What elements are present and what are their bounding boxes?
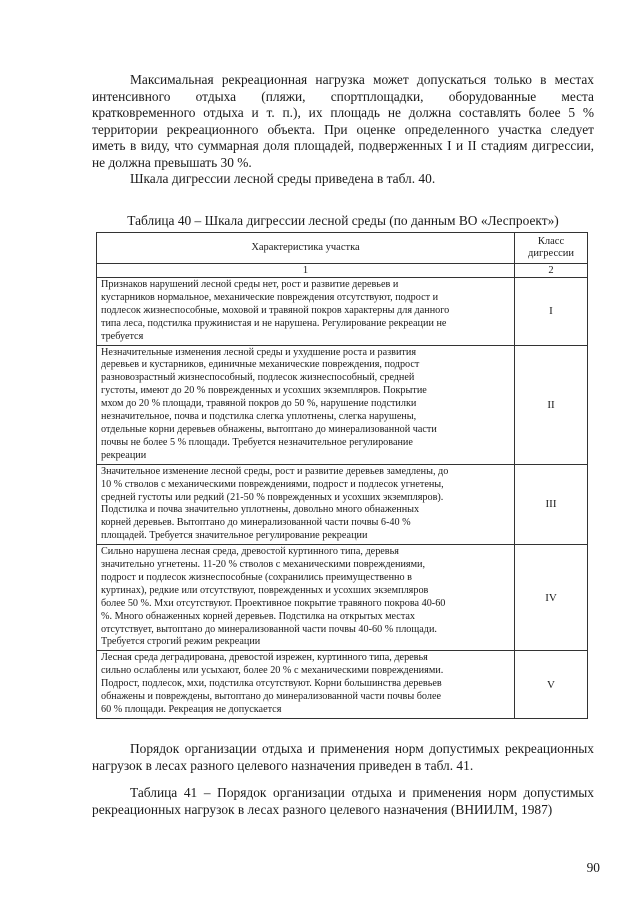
characteristic-line: Лесная среда деградирована, древостой изрежен, куртинного типа, деревья	[101, 652, 428, 664]
paragraph-line: интенсивного отдыха (пляжи, спортплощадки, оборудованные места	[92, 88, 594, 104]
characteristic-line: отсутствует, вытоптано до минерализованной части почвы 40-60 % площади.	[101, 623, 437, 635]
row-characteristic	[97, 545, 515, 651]
row-digression-class: II	[515, 345, 588, 464]
characteristic-line: Подстилка и почва значительно уплотнены, довольно много обнаженных	[101, 504, 420, 516]
characteristic-line: сильно ослаблены или усыхают, более 20 % с механическими повреждениями.	[101, 665, 444, 677]
characteristic-line: Признаков нарушений лесной среды нет, рост и развитие деревьев и	[101, 279, 399, 290]
characteristic-line: разновозрастный жизнеспособный, подлесок жизнеспособный, средней	[101, 372, 415, 384]
characteristic-line: кустарников нормальное, механические повреждения отсутствуют, подрост и	[101, 291, 439, 303]
characteristic-line: отдельные корни деревьев обнажены, вытоптано до минерализованной части	[101, 423, 437, 435]
paragraph-line: не должна превышать 30 %.	[92, 154, 252, 170]
characteristic-line: требуется	[101, 330, 144, 342]
characteristic-line: корней деревьев. Вытоптано до минерализованной части почвы 6-40 %	[101, 517, 411, 529]
table-numbering-row	[97, 264, 588, 278]
paragraph-line: Максимальная рекреационная нагрузка может допускаться только в местах	[130, 72, 594, 87]
characteristic-line: густоты, имеют до 20 % поврежденных и усохших экземпляров. Покрытие	[101, 385, 427, 397]
characteristic-line: %. Много обнаженных корней деревьев. Подстилка на открытых местах	[101, 610, 416, 622]
row-digression-class: III	[515, 464, 588, 544]
characteristic-line: Незначительные изменения лесной среды и ухудшение роста и развития	[101, 346, 417, 358]
characteristic-line: подлесок жизнеспособные, моховой и травяной покров характерны для данного	[101, 304, 450, 316]
row-characteristic	[97, 651, 515, 719]
characteristic-line: значительно угнетены. 11-20 % стволов с механическими повреждениями,	[101, 559, 426, 571]
paragraph-line: кратковременного отдыха и т. п.), их площадь не должна составлять более 5 %	[92, 105, 594, 121]
characteristic-line: мхом до 20 % площади, травяной покров до 50 %, нарушение подстилки	[101, 398, 417, 410]
characteristic-line: подрост и подлесок жизнеспособные (сохранились преимущественно в	[101, 571, 412, 583]
characteristic-line: более 50 %. Мхи отсутствуют. Проективное покрытие травяного покрова 40-60	[101, 597, 446, 609]
paragraph-order-reference: Порядок организации отдыха и применения норм допустимых рекреационных нагрузок в лесах разного целевого назначения приведен в табл. 41.	[92, 741, 594, 773]
characteristic-line: 10 % стволов с механическими повреждениями, подрост и подлесок угнетены,	[101, 478, 444, 490]
row-characteristic	[97, 278, 515, 346]
characteristic-line: площадей. Требуется значительное регулирование рекреации	[101, 530, 368, 542]
column-number: 2	[515, 264, 588, 278]
row-characteristic	[97, 345, 515, 464]
row-digression-class: I	[515, 278, 588, 346]
column-header-class	[515, 233, 588, 264]
row-characteristic	[97, 464, 515, 544]
characteristic-line: почвы не более 5 % площади. Требуется незначительное регулирование	[101, 436, 413, 448]
characteristic-line: Сильно нарушена лесная среда, древостой куртинного типа, деревья	[101, 546, 399, 558]
paragraph-scale-reference: Шкала дигрессии лесной среды приведена в табл. 40.	[130, 171, 436, 186]
characteristic-line: рекреации	[101, 449, 147, 461]
characteristic-line: 60 % площади. Рекреация не допускается	[101, 704, 282, 715]
characteristic-line: незначительное, почва и подстилка слегка уплотнены, слегка нарушены,	[101, 411, 417, 423]
table-row	[97, 545, 588, 651]
characteristic-line: обнажены и повреждены, вытоптано до минерализованной части почвы более	[101, 691, 442, 703]
row-digression-class: IV	[515, 545, 588, 651]
table-row	[97, 278, 588, 346]
table-row	[97, 345, 588, 464]
page-number: 90	[586, 860, 600, 875]
characteristic-line: средней густоты или редкий (21-50 % поврежденных и усохших экземпляров).	[101, 491, 444, 503]
characteristic-line: Подрост, подлесок, мхи, подстилка отсутствуют. Корни большинства деревьев	[101, 678, 442, 690]
table-41-caption: Таблица 41 – Порядок организации отдыха и применения норм допустимых рекреационных нагрузок в лесах разного целевого назначения (ВНИИЛМ, 1987)	[92, 785, 594, 817]
column-header-characteristic: Характеристика участка	[97, 233, 515, 264]
paragraph-recreation-load	[92, 72, 594, 172]
table-header-row	[97, 233, 588, 264]
table-body	[97, 278, 588, 719]
paragraph-line: иметь в виду, что суммарная доля площадей, подверженных I и II стадиям дигрессии,	[92, 138, 594, 154]
paragraph-line: территории рекреационного объекта. При оценке определенного участка следует	[92, 121, 594, 137]
column-header-class-line: дигрессии	[528, 248, 574, 259]
characteristic-line: деревьев и кустарников, единичные механические повреждения, подрост	[101, 359, 420, 371]
characteristic-line: Требуется строгий режим рекреации	[101, 636, 261, 648]
characteristic-line: куртинах), редкие или отсутствуют, поврежденных и усохших экземпляров	[101, 584, 429, 596]
row-digression-class: V	[515, 651, 588, 719]
table-caption: Таблица 40 – Шкала дигрессии лесной среды (по данным ВО «Леспроект»)	[127, 213, 559, 228]
column-number: 1	[97, 264, 515, 278]
characteristic-line: Значительное изменение лесной среды, рост и развитие деревьев замедлены, до	[101, 465, 449, 477]
characteristic-line: типа леса, подстилка пружинистая и не нарушена. Регулирование рекреации не	[101, 317, 447, 329]
column-header-class-line: Класс	[537, 235, 565, 247]
digression-scale-table	[96, 232, 588, 719]
table-row	[97, 651, 588, 719]
table-row	[97, 464, 588, 544]
